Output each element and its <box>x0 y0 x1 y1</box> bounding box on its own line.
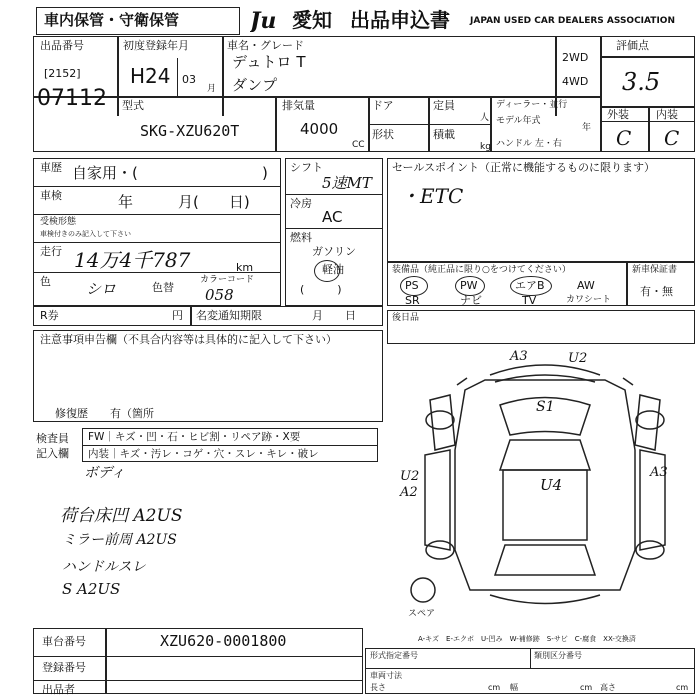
inspection-note-label: 受検形態 <box>40 217 77 227</box>
svg-text:Ju: Ju <box>250 8 277 32</box>
length-unit: cm <box>488 683 501 692</box>
damage-mark-a3-top: A3 <box>510 349 528 364</box>
height-label: 高さ <box>600 683 616 692</box>
mileage-label: 走行 <box>40 245 62 258</box>
equip-airbag: エアB <box>515 279 545 292</box>
equip-sr: SR <box>405 294 420 307</box>
fuel-label: 燃料 <box>290 231 312 244</box>
color-code-label: カラーコード <box>200 275 255 285</box>
score-label: 評価点 <box>616 39 649 52</box>
equip-circle-ps <box>400 276 428 296</box>
damage-mark-a3-right: A3 <box>650 465 668 480</box>
ac-label: 冷房 <box>290 197 312 210</box>
door-label: ドア <box>372 99 394 112</box>
reg-year-label: 初度登録年月 <box>123 39 189 52</box>
reg-year: H24 <box>130 64 171 88</box>
color-label: 色 <box>40 275 51 288</box>
rear-items-label: 後日品 <box>392 313 420 323</box>
length-label: 長さ <box>370 683 386 692</box>
inspection-note: 車検付きのみ記入して下さい <box>40 230 131 238</box>
equip-pw: PW <box>460 279 478 292</box>
repair-history-label: 修復歴 有（箇所 <box>55 407 154 420</box>
width-label: 幅 <box>510 683 518 692</box>
seller-label: 出品者 <box>42 683 75 696</box>
model-id-label: 形式指定番号 <box>370 651 418 660</box>
dimensions-label: 車両寸法 <box>370 671 402 680</box>
shift-value: 5速MT <box>322 174 372 192</box>
damage-mark-u4: U4 <box>540 476 563 494</box>
handwritten-note-4: ハンドルスレ <box>62 559 146 575</box>
displacement-label: 排気量 <box>282 99 315 112</box>
equip-aw: AW <box>577 279 595 292</box>
interior-label: 内装 <box>656 108 678 121</box>
caution-label: 注意事項申告欄（不具合内容等は具体的に記入して下さい） <box>40 333 337 346</box>
mileage: 14万4千787 <box>74 248 191 272</box>
damage-mark-s1: S1 <box>536 399 555 415</box>
equip-ps: PS <box>405 279 419 292</box>
usage: 自家用・( <box>72 164 138 182</box>
car-name-label: 車名・グレード <box>227 39 304 52</box>
notice-unit: 月 日 <box>312 309 356 322</box>
interior-grade: C <box>664 126 680 150</box>
width-unit: cm <box>580 683 593 692</box>
fuel-gasoline: ガソリン <box>312 245 356 258</box>
capacity-unit: 人 <box>480 113 490 123</box>
capacity-label: 定員 <box>433 99 455 112</box>
color-change-label: 色替 <box>152 281 174 294</box>
r-ticket-unit: 円 <box>172 309 183 322</box>
chassis-label: 車台番号 <box>42 635 86 648</box>
reg-month: 03 <box>182 73 196 86</box>
spare-label: スペア <box>408 609 436 619</box>
model-year-label: モデル年式 <box>496 116 541 126</box>
color: シロ <box>86 280 117 298</box>
equipment-label: 装備品（純正品に限り○をつけてください） <box>392 265 571 275</box>
shape-label: 形状 <box>372 128 394 141</box>
rear-items-box <box>387 310 695 344</box>
handwritten-note-5: S A2US <box>62 580 121 598</box>
handwritten-note-3: ミラー前周 A2US <box>62 532 177 548</box>
chassis-number: XZU620-0001800 <box>160 632 287 650</box>
color-code: 058 <box>205 286 234 304</box>
ac-value: AC <box>322 208 343 226</box>
equip-circle-airbag <box>510 276 552 296</box>
class-id-label: 類別区分番号 <box>534 651 582 660</box>
r-ticket-label: R券 <box>40 309 59 322</box>
logo-text: 愛知 <box>292 8 332 32</box>
inspector-label-1: 検査員 <box>36 432 69 445</box>
height-unit: cm <box>676 683 689 692</box>
lot-number: 07112 <box>37 86 107 111</box>
fuel-other: ( ) <box>300 283 342 296</box>
grade: ダンプ <box>232 76 278 94</box>
association-logo <box>250 8 290 32</box>
damage-mark-a2: A2 <box>400 485 418 500</box>
mileage-unit: km <box>236 261 254 274</box>
registration-label: 登録番号 <box>42 661 86 674</box>
inspector-label-2: 記入欄 <box>36 447 69 460</box>
inspection-date: 年 月( 日) <box>118 193 250 211</box>
form-title: 出品申込書 <box>350 8 450 32</box>
model-label: 型式 <box>122 99 144 112</box>
lot-bracket: [2152] <box>44 67 81 80</box>
cc-unit: CC <box>352 140 365 150</box>
sales-point-value: ・ETC <box>400 184 464 208</box>
damage-mark-u2-left: U2 <box>400 469 420 484</box>
shift-label: シフト <box>290 161 323 174</box>
drive-4wd: 4WD <box>562 75 589 88</box>
storage-label: 車内保管・守衛保管 <box>44 11 180 29</box>
model-code: SKG-XZU620T <box>140 122 240 140</box>
drive-2wd: 2WD <box>562 51 589 64</box>
exterior-grade: C <box>616 126 632 150</box>
inspector-fw-row: FW｜キズ・凹・石・ヒビ割・リペア跡・X要 <box>88 431 301 443</box>
fuel-circle-mark <box>314 260 340 282</box>
inspection-label: 車検 <box>40 189 62 202</box>
load-label: 積載 <box>433 128 455 141</box>
usage-label: 車歴 <box>40 161 62 174</box>
equip-navi: ナビ <box>460 294 482 307</box>
reg-month-suffix: 月 <box>207 84 217 94</box>
damage-mark-u2-top: U2 <box>568 351 588 366</box>
notice-label: 名変通知期限 <box>196 309 262 322</box>
damage-legend: A-キズ E-エクボ U-凹み W-補修跡 S-サビ C-腐食 XX-交換済 <box>418 635 636 643</box>
handwritten-note-1: ボディ <box>84 465 125 481</box>
handwritten-note-2: 荷台床凹 A2US <box>60 506 183 526</box>
equip-circle-pw <box>455 276 485 296</box>
score-value: 3.5 <box>622 68 661 96</box>
handle-label: ハンドル 左・右 <box>496 139 562 149</box>
load-unit: kg <box>480 142 491 152</box>
usage-close: ) <box>262 164 268 182</box>
top-info-box <box>33 36 695 152</box>
car-name: デュトロ T <box>232 53 306 71</box>
fuel-diesel: 軽油 <box>322 263 344 276</box>
equip-leather: カワシート <box>566 295 612 305</box>
association-name: JAPAN USED CAR DEALERS ASSOCIATION <box>470 16 675 26</box>
exterior-label: 外装 <box>607 108 629 121</box>
displacement: 4000 <box>300 120 339 138</box>
new-car-cert-label: 新車保証書 <box>632 265 678 275</box>
equip-tv: TV <box>522 294 537 307</box>
inspector-interior-row: 内装｜キズ・汚レ・コゲ・穴・スレ・キレ・破レ <box>88 448 319 460</box>
lot-label: 出品番号 <box>40 39 84 52</box>
sales-point-label: セールスポイント（正常に機能するものに限ります） <box>392 161 656 174</box>
new-car-cert-value: 有・無 <box>640 285 673 298</box>
year-unit: 年 <box>582 123 592 133</box>
dealer-label: ディーラー・並行 <box>496 100 568 110</box>
